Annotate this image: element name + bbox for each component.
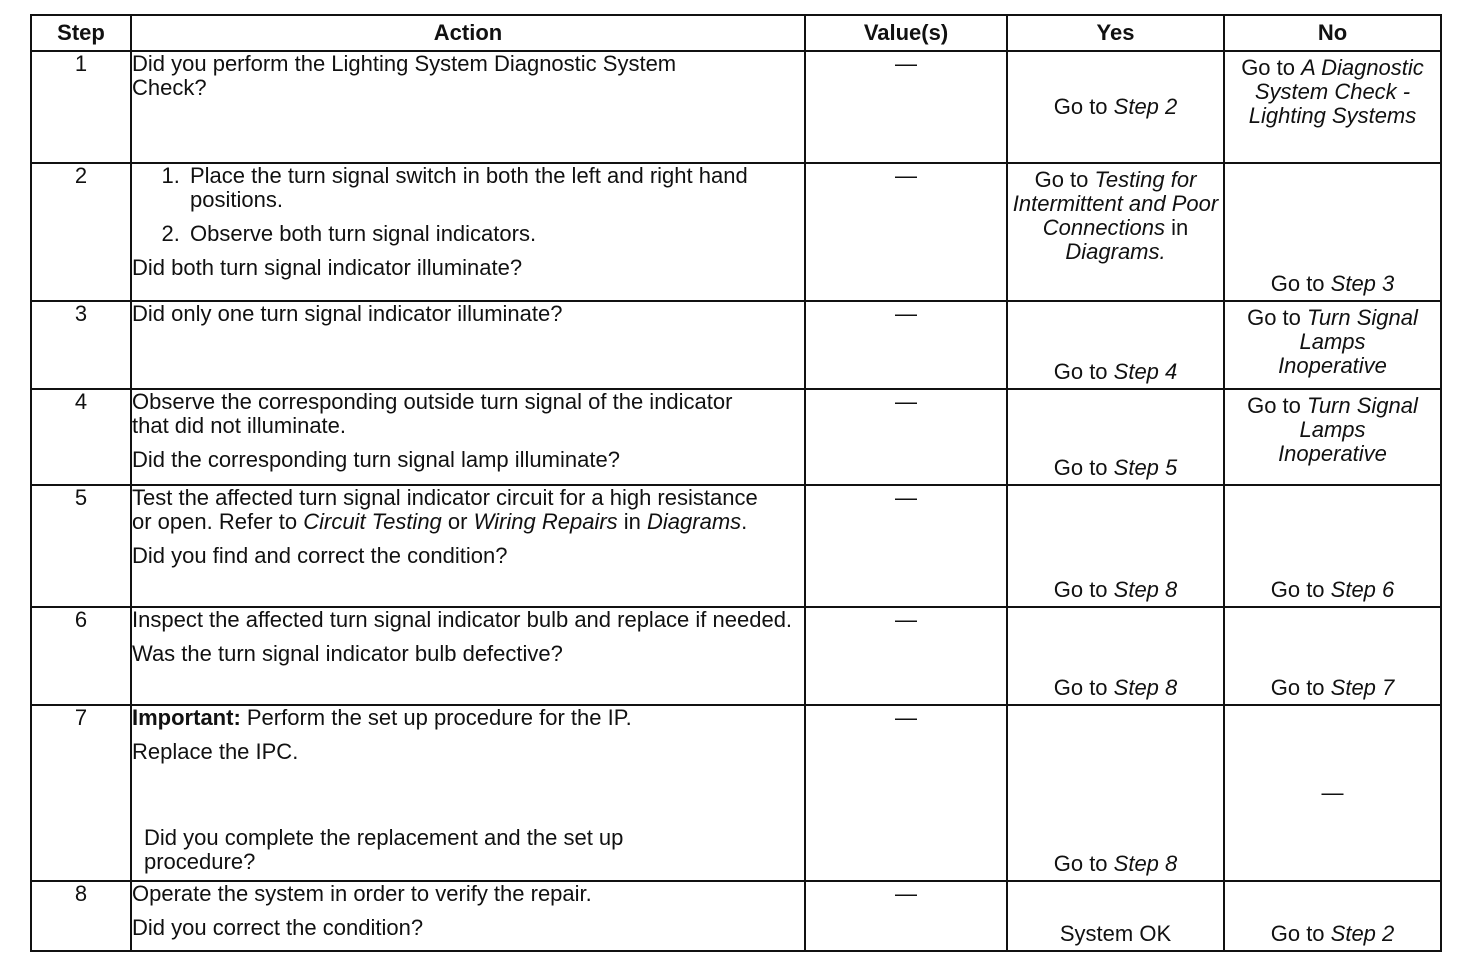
action-text: Operate the system in order to verify the repair. <box>132 881 592 906</box>
no-cell <box>1224 163 1441 301</box>
ref-wiring-repairs: Wiring Repairs <box>473 509 618 534</box>
yes-text: Go to Step 2 <box>1053 94 1178 119</box>
table-row <box>31 607 1441 705</box>
yes-text: System OK <box>1059 921 1172 946</box>
yes-text: Go to Step 5 <box>1053 455 1178 480</box>
header-action: Action <box>131 15 805 51</box>
list-item: 2. Observe both turn signal indicators. <box>186 222 804 246</box>
header-yes: Yes <box>1007 15 1224 51</box>
action-cell <box>131 881 805 951</box>
action-cell <box>131 705 805 881</box>
table-row <box>31 389 1441 485</box>
yes-cell <box>1007 389 1224 485</box>
table-row <box>31 705 1441 881</box>
action-text: Test the affected turn signal indicator circuit for a high resistance or open. Refer to Circuit Testing or Wiring Repairs in Diagrams. <box>132 485 758 534</box>
action-question: Did both turn signal indicator illuminate? <box>132 255 523 280</box>
value-cell <box>805 705 1007 881</box>
yes-ref: Step 8 <box>1113 675 1178 700</box>
no-ref: Step 2 <box>1330 921 1395 946</box>
yes-cell <box>1007 163 1224 301</box>
action-cell <box>131 51 805 163</box>
no-ref: A Diagnostic System Check - Lighting Systems <box>1248 55 1424 128</box>
yes-cell <box>1007 607 1224 705</box>
important-label: Important: <box>132 705 241 730</box>
value-dash: — <box>895 51 917 76</box>
no-ref: Step 3 <box>1330 271 1395 296</box>
no-text: Go to Step 2 <box>1270 921 1395 946</box>
action-text: Inspect the affected turn signal indicator bulb and replace if needed. <box>132 607 793 632</box>
action-question: Did you correct the condition? <box>132 915 424 940</box>
yes-cell <box>1007 485 1224 607</box>
step-number: 8 <box>31 881 131 951</box>
yes-text: Go to Testing for Intermittent and Poor Connections in Diagrams. <box>1012 167 1219 264</box>
action-cell <box>131 163 805 301</box>
action-question: Was the turn signal indicator bulb defective? <box>132 641 563 666</box>
action-cell <box>131 389 805 485</box>
step-number: 4 <box>31 389 131 485</box>
header-no: No <box>1224 15 1441 51</box>
no-text: Go to Turn Signal Lamps Inoperative <box>1247 305 1418 378</box>
ref-circuit-testing: Circuit Testing <box>303 509 442 534</box>
action-steps-list <box>132 164 804 246</box>
step-number: 7 <box>31 705 131 881</box>
value-cell <box>805 607 1007 705</box>
value-cell <box>805 881 1007 951</box>
step-number: 2 <box>31 163 131 301</box>
list-item: 1. Place the turn signal switch in both the left and right hand positions. <box>186 164 804 212</box>
action-question: Did you complete the replacement and the set up procedure? <box>144 825 624 874</box>
header-values: Value(s) <box>805 15 1007 51</box>
no-cell <box>1224 607 1441 705</box>
yes-ref: Step 2 <box>1113 94 1178 119</box>
no-cell <box>1224 51 1441 163</box>
yes-ref: Step 8 <box>1113 851 1178 876</box>
no-text: Go to Step 7 <box>1270 675 1395 700</box>
action-text: Did you perform the Lighting System Diagnostic System Check? <box>132 51 677 100</box>
table-row <box>31 881 1441 951</box>
value-cell <box>805 163 1007 301</box>
yes-text: Go to Step 8 <box>1053 577 1178 602</box>
no-text: Go to Step 6 <box>1270 577 1395 602</box>
action-cell <box>131 485 805 607</box>
yes-cell <box>1007 881 1224 951</box>
value-cell <box>805 485 1007 607</box>
value-cell <box>805 301 1007 389</box>
important-note: Important: Perform the set up procedure for the IP. <box>132 705 632 730</box>
no-text: Go to A Diagnostic System Check - Lighting Systems <box>1241 55 1424 128</box>
yes-ref: Testing for Intermittent and Poor Connections <box>1012 167 1219 240</box>
action-cell <box>131 301 805 389</box>
value-dash: — <box>895 485 917 510</box>
no-text: Go to Turn Signal Lamps Inoperative <box>1247 393 1418 466</box>
value-dash: — <box>895 705 917 730</box>
action-text: Did only one turn signal indicator illuminate? <box>132 301 563 326</box>
yes-cell <box>1007 51 1224 163</box>
yes-ref: Step 8 <box>1113 577 1178 602</box>
step-number: 5 <box>31 485 131 607</box>
no-cell <box>1224 881 1441 951</box>
value-cell <box>805 51 1007 163</box>
value-dash: — <box>895 163 917 188</box>
step-number: 6 <box>31 607 131 705</box>
no-cell <box>1224 301 1441 389</box>
diagnostic-table <box>30 14 1442 952</box>
yes-ref-diagrams: Diagrams. <box>1065 239 1166 264</box>
yes-ref: Step 4 <box>1113 359 1178 384</box>
no-cell <box>1224 705 1441 881</box>
table-row <box>31 485 1441 607</box>
value-cell <box>805 389 1007 485</box>
yes-text: Go to Step 8 <box>1053 851 1178 876</box>
value-dash: — <box>895 607 917 632</box>
header-step: Step <box>31 15 131 51</box>
action-question: Did the corresponding turn signal lamp illuminate? <box>132 447 620 472</box>
table-row <box>31 51 1441 163</box>
no-cell <box>1224 389 1441 485</box>
table-row <box>31 301 1441 389</box>
step-number: 3 <box>31 301 131 389</box>
value-dash: — <box>895 881 917 906</box>
yes-cell <box>1007 705 1224 881</box>
action-text: Replace the IPC. <box>132 739 299 764</box>
yes-ref: Step 5 <box>1113 455 1178 480</box>
header-row <box>31 15 1441 51</box>
yes-text: Go to Step 8 <box>1053 675 1178 700</box>
no-text: Go to Step 3 <box>1270 271 1395 296</box>
value-dash: — <box>895 301 917 326</box>
table-row <box>31 163 1441 301</box>
action-question: Did you find and correct the condition? <box>132 543 508 568</box>
yes-cell <box>1007 301 1224 389</box>
no-dash: — <box>1321 780 1344 805</box>
no-cell <box>1224 485 1441 607</box>
value-dash: — <box>895 389 917 414</box>
yes-text: Go to Step 4 <box>1053 359 1178 384</box>
ref-diagrams: Diagrams <box>647 509 742 534</box>
no-ref: Step 7 <box>1330 675 1395 700</box>
no-ref: Step 6 <box>1330 577 1395 602</box>
no-ref: Turn Signal Lamps Inoperative <box>1278 305 1418 378</box>
action-cell <box>131 607 805 705</box>
action-text: Observe the corresponding outside turn signal of the indicator that did not illuminate. <box>132 389 733 438</box>
no-ref: Turn Signal Lamps Inoperative <box>1278 393 1418 466</box>
step-number: 1 <box>31 51 131 163</box>
